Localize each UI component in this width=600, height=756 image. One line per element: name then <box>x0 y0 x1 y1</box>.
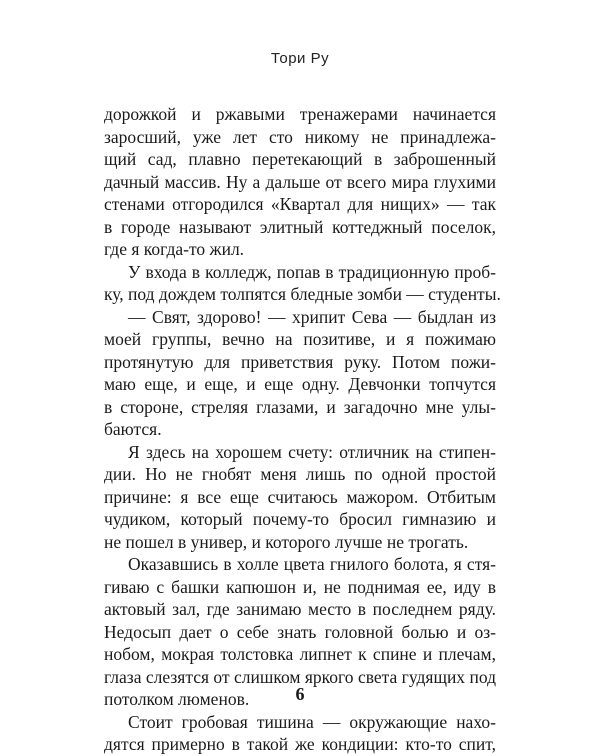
text-line: дачный массив. Ну а дальше от всего мира глухими <box>104 171 496 192</box>
text-line: где я когда-то жил. <box>104 239 245 259</box>
text-line: дорожкой и ржавыми тренажерами начинается <box>104 104 496 124</box>
text-line: чудиком, который почему-то бросил гимназию и <box>104 509 496 529</box>
text-line: нобом, мокрая толстовка липнет к спине и плечам, <box>104 644 496 664</box>
body-text <box>104 103 501 756</box>
text-line: гиваю с башки капюшон и, не поднимая ее, иду в <box>104 576 496 597</box>
text-line: баются. <box>104 419 162 439</box>
text-line: стенами отгородился «Квартал для нищих» — так <box>104 194 496 214</box>
text-line: актовый зал, где занимаю место в последнем ряду. <box>104 599 496 619</box>
text-line: заросший, уже лет сто никому не принадлежа- <box>104 126 496 147</box>
text-line: щий сад, плавно перетекающий в заброшенный <box>104 149 496 169</box>
text-line: — Свят, здорово! — хрипит Сева — быдлан из <box>128 306 496 327</box>
text-line: дии. Но не гнобят меня лишь по одной простой <box>104 464 496 484</box>
text-line: дятся примерно в такой же кондиции: кто-то спит, <box>104 734 496 754</box>
text-line: ку, под дождем толпятся бледные зомби — студенты. <box>104 284 501 304</box>
text-line: маю еще, и еще, и еще одну. Девчонки топчутся <box>104 374 496 394</box>
running-head: Тори Ру <box>270 50 330 67</box>
text-line: Оказавшись в холле цвета гнилого болота, я стя- <box>128 554 496 574</box>
page-number: 6 <box>295 684 305 704</box>
text-line: Недосып дает о себе знать головной болью и оз- <box>104 621 496 642</box>
text-line: Стоит гробовая тишина — окружающие нахо- <box>128 711 496 732</box>
text-line: в городе называют элитный коттеджный поселок, <box>104 216 496 237</box>
text-line: причине: я все еще считаюсь мажором. Отбитым <box>104 486 496 507</box>
text-line: моей группы, вечно на позитиве, и я пожимаю <box>104 329 496 349</box>
text-line: в стороне, стреляя глазами, и загадочно мне улы- <box>104 396 496 417</box>
text-line: протянутую для приветствия руку. Потом пожи- <box>104 351 496 372</box>
text-line: потолком люменов. <box>104 689 250 709</box>
text-line: У входа в колледж, попав в традиционную проб- <box>128 261 496 282</box>
text-line: Я здесь на хорошем счету: отличник на стипен- <box>128 441 496 462</box>
text-line: глаза слезятся от слишком яркого света гудящих под <box>104 666 496 687</box>
text-line: не пошел в универ, и которого лучше не трогать. <box>104 531 469 552</box>
